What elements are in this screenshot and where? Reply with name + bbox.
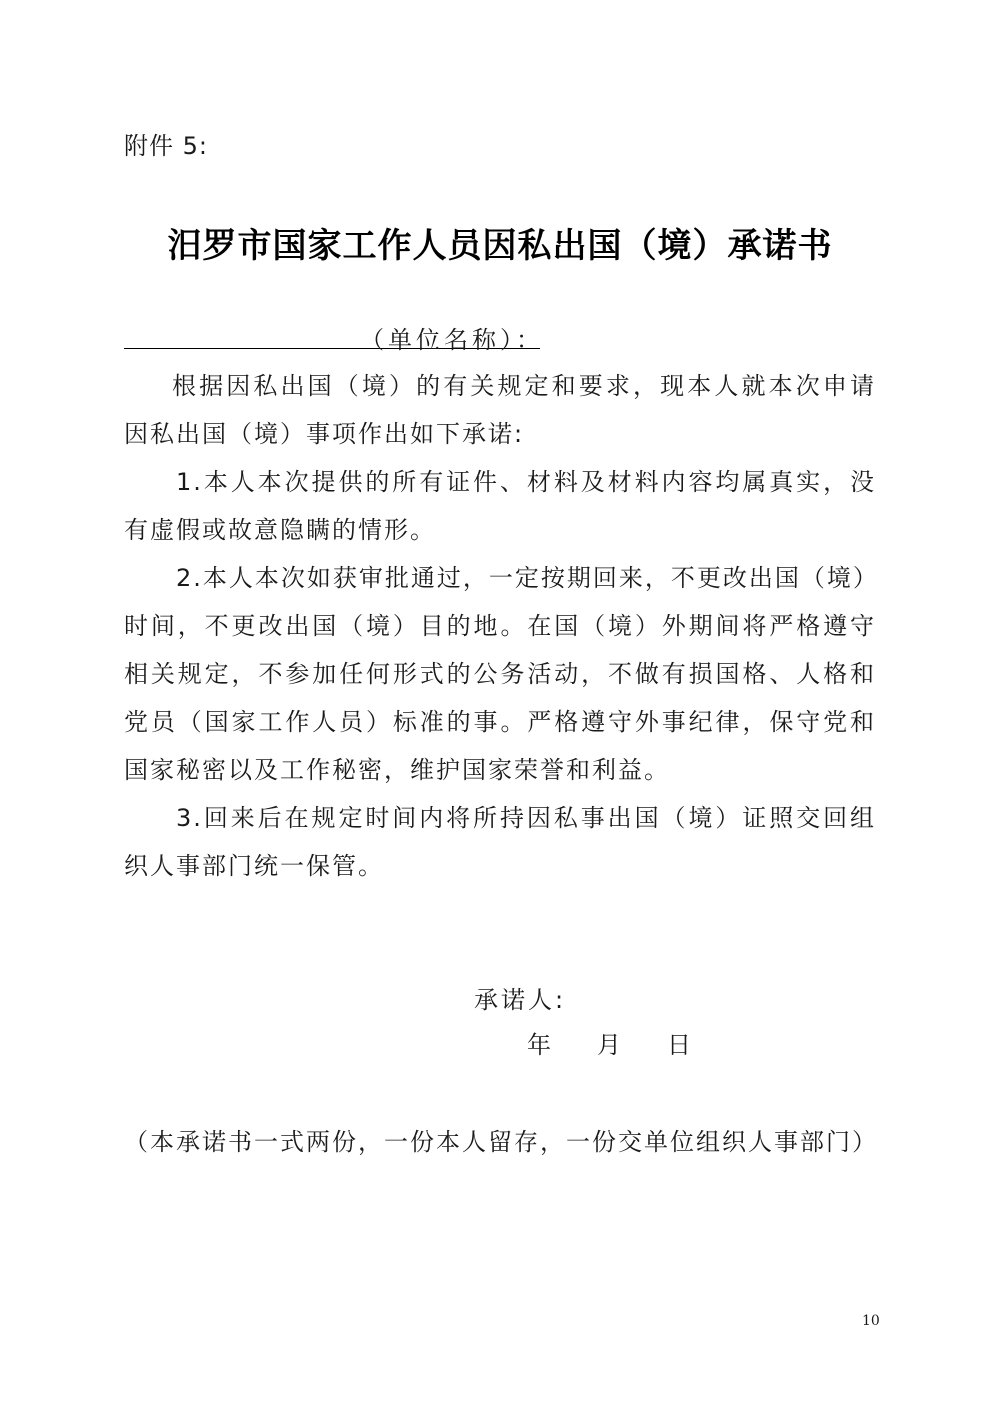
month-label: 月 <box>597 1031 621 1059</box>
day-label: 日 <box>667 1031 691 1059</box>
intro-paragraph <box>124 362 876 458</box>
item-line: 相关规定，不参加任何形式的公务活动，不做有损国格、人格和 <box>124 660 876 688</box>
intro-line: 根据因私出国（境）的有关规定和要求，现本人就本次申请 <box>172 372 876 400</box>
item-line: 党员（国家工作人员）标准的事。严格遵守外事纪律，保守党和 <box>124 708 876 736</box>
intro-line: 因私出国（境）事项作出如下承诺: <box>124 420 525 448</box>
item-line: 2.本人本次如获审批通过，一定按期回来，不更改出国（境） <box>176 564 879 592</box>
item-line: 有虚假或故意隐瞒的情形。 <box>124 516 436 544</box>
commitment-item-1 <box>124 458 876 554</box>
item-line: 织人事部门统一保管。 <box>124 852 384 880</box>
unit-name-label: （单位名称）： <box>360 326 544 354</box>
year-label: 年 <box>527 1031 551 1059</box>
document-title: 汨罗市国家工作人员因私出国（境）承诺书 <box>167 226 833 266</box>
copies-note: （本承诺书一式两份，一份本人留存，一份交单位组织人事部门） <box>124 1128 878 1156</box>
pledger-label: 承诺人: <box>474 986 567 1014</box>
item-line: 1.本人本次提供的所有证件、材料及材料内容均属真实，没 <box>176 468 876 496</box>
attachment-label: 附件 5: <box>124 132 208 160</box>
item-line: 3.回来后在规定时间内将所持因私事出国（境）证照交回组 <box>176 804 876 832</box>
item-line: 时间，不更改出国（境）目的地。在国（境）外期间将严格遵守 <box>124 612 876 640</box>
page-number: 10 <box>862 1313 880 1329</box>
commitment-item-3 <box>124 794 876 890</box>
item-line: 国家秘密以及工作秘密，维护国家荣誉和利益。 <box>124 756 670 784</box>
signature-date <box>527 1025 691 1060</box>
commitment-item-2 <box>124 554 879 794</box>
